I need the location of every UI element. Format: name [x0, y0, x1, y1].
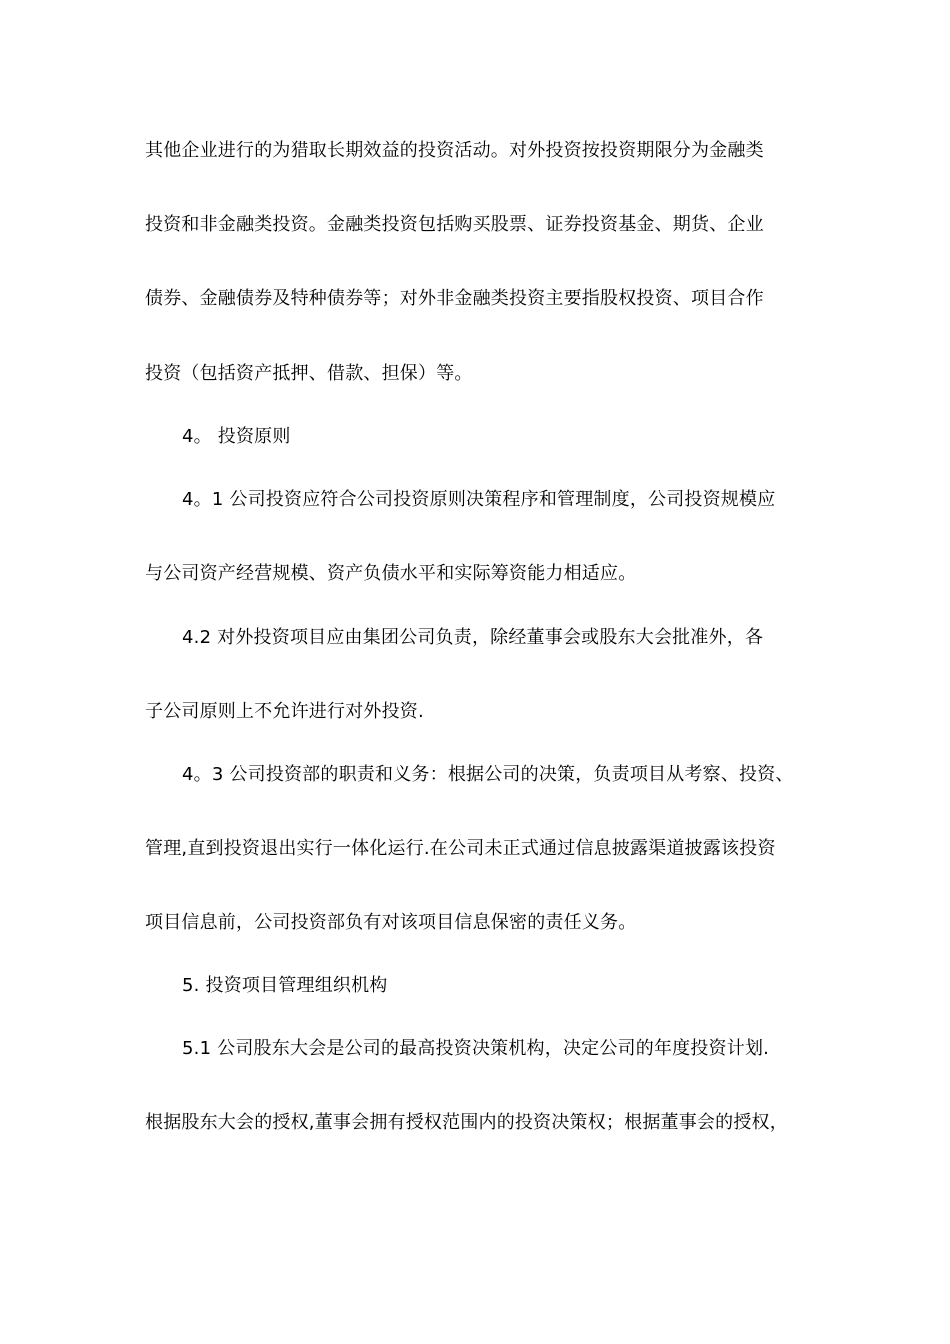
text-line-10: 4。3 公司投资部的职责和义务：根据公司的决策，负责项目从考察、投资、: [182, 764, 794, 785]
text-line-14: 5.1 公司股东大会是公司的最高投资决策机构，决定公司的年度投资计划.: [182, 1038, 770, 1059]
text-line-6: 4。1 公司投资应符合公司投资原则决策程序和管理制度，公司投资规模应: [182, 489, 776, 510]
text-line-4: 投资（包括资产抵押、借款、担保）等。: [145, 363, 473, 384]
text-line-15: 根据股东大会的授权,董事会拥有授权范围内的投资决策权；根据董事会的授权，: [145, 1112, 788, 1133]
text-line-12: 项目信息前，公司投资部负有对该项目信息保密的责任义务。: [145, 912, 637, 933]
text-line-7: 与公司资产经营规模、资产负债水平和实际筹资能力相适应。: [145, 563, 637, 584]
text-line-1: 其他企业进行的为猎取长期效益的投资活动。对外投资按投资期限分为金融类: [145, 140, 764, 161]
text-line-9: 子公司原则上不允许进行对外投资.: [145, 701, 424, 722]
text-line-11: 管理,直到投资退出实行一体化运行.在公司未正式通过信息披露渠道披露该投资: [145, 838, 776, 859]
text-line-3: 债券、金融债券及特种债券等；对外非金融类投资主要指股权投资、项目合作: [145, 288, 764, 309]
text-line-2: 投资和非金融类投资。金融类投资包括购买股票、证券投资基金、期货、企业: [145, 214, 764, 235]
section-heading-5: 5. 投资项目管理组织机构: [182, 975, 388, 996]
section-heading-4: 4。 投资原则: [182, 426, 291, 447]
text-line-8: 4.2 对外投资项目应由集团公司负责，除经董事会或股东大会批准外，各: [182, 627, 764, 648]
